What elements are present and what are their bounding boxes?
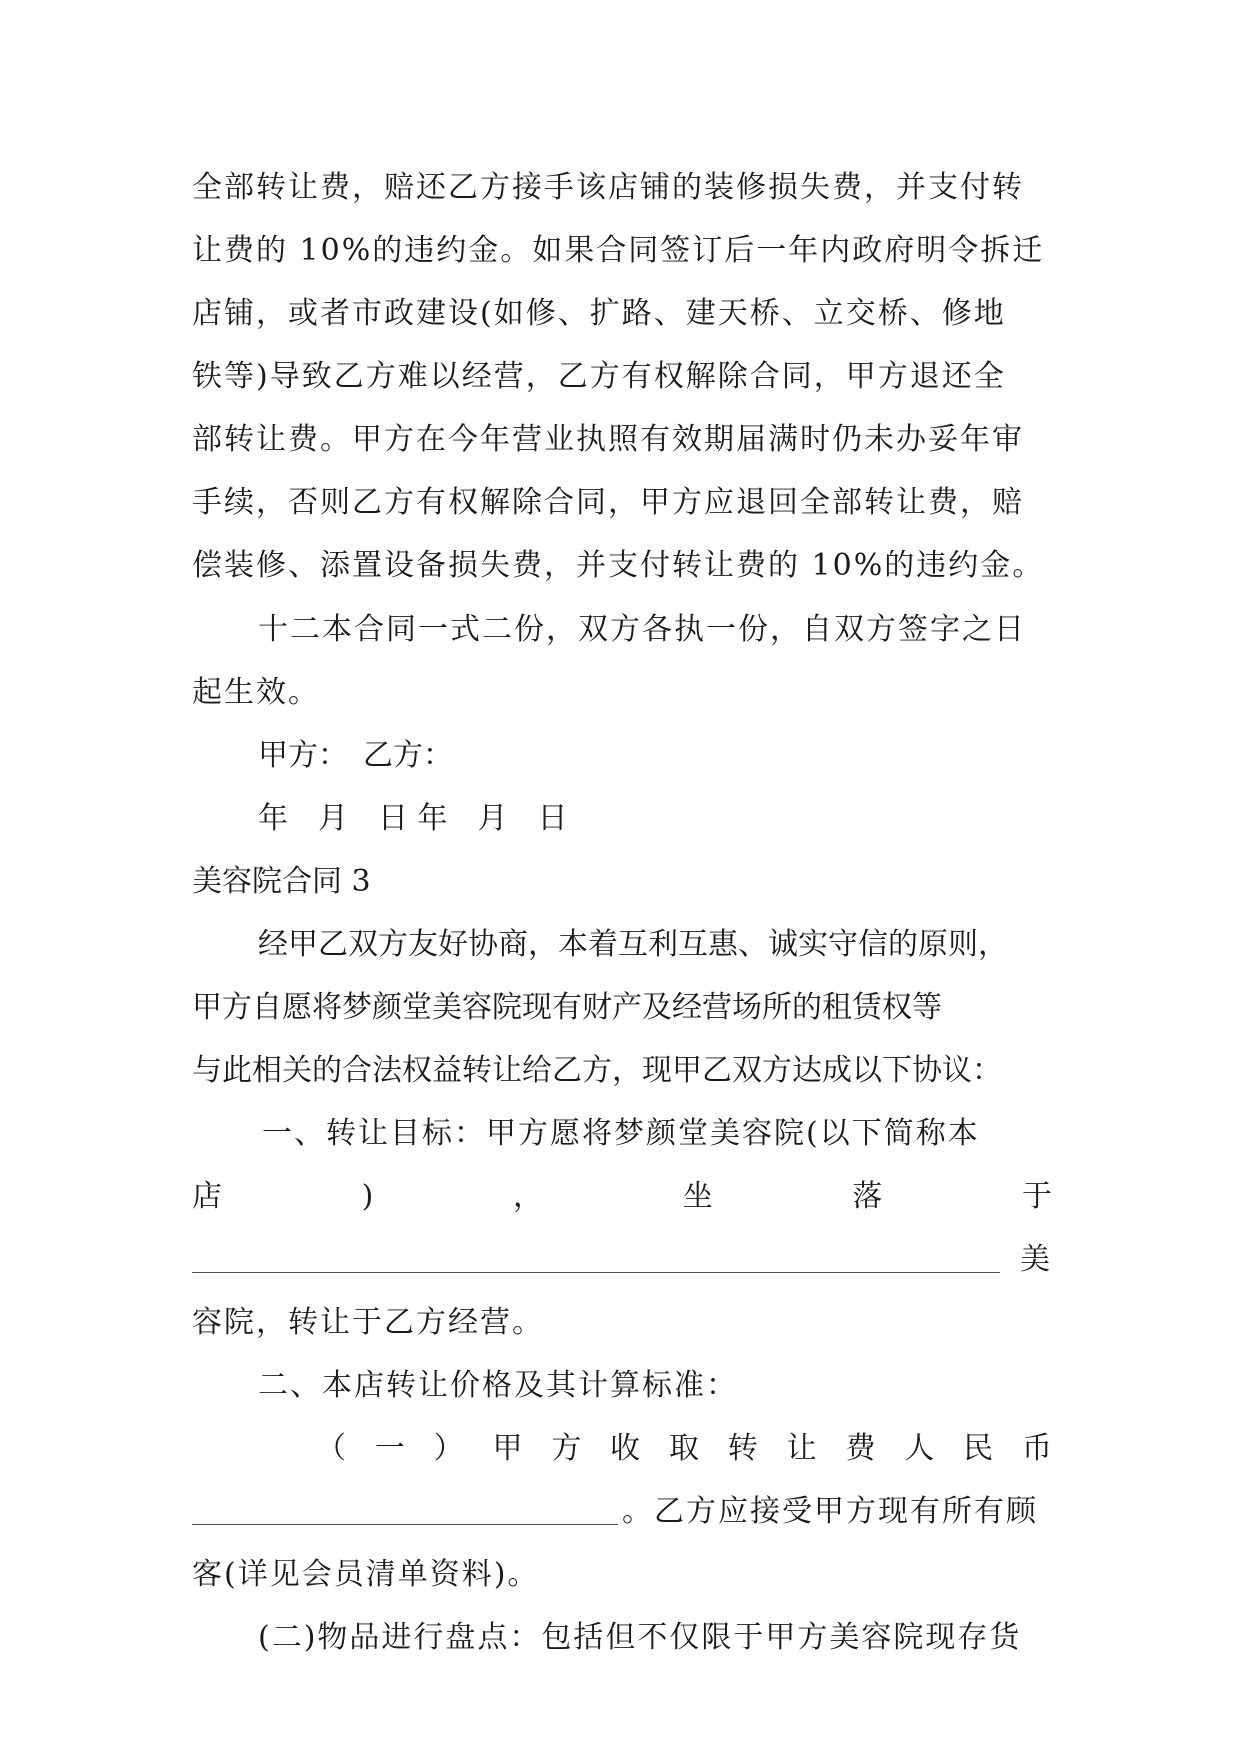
- justified-char: （: [316, 1431, 346, 1466]
- justified-char: 落: [852, 1179, 883, 1214]
- justified-char: 让: [786, 1431, 817, 1466]
- paragraph-line: 容院，转让于乙方经营。: [192, 1305, 544, 1340]
- clause-line: 一、转让目标：甲方愿将梦颜堂美容院(以下简称本: [262, 1116, 980, 1151]
- justified-char: 甲: [492, 1431, 523, 1466]
- paragraph-line: 部转让费。甲方在今年营业执照有效期届满时仍未办妥年审: [192, 422, 1024, 457]
- paragraph-line: 经甲乙双方友好协商，本着互利互惠、诚实守信的原则，: [258, 927, 1008, 962]
- justified-char: 取: [668, 1431, 699, 1466]
- paragraph-line: 美: [1020, 1242, 1052, 1277]
- justified-char: 于: [1022, 1179, 1052, 1214]
- justified-char: 人: [904, 1431, 935, 1466]
- signature-parties-line: 甲方： 乙方：: [258, 738, 453, 773]
- section-heading: 美容院合同 3: [192, 864, 371, 899]
- justified-char: 转: [727, 1431, 758, 1466]
- justified-char: 费: [845, 1431, 876, 1466]
- paragraph-line: 与此相关的合法权益转让给乙方，现甲乙双方达成以下协议：: [192, 1053, 1002, 1088]
- signature-date-line: 年 月 日 年 月 日: [258, 801, 568, 836]
- paragraph-line: 十二本合同一式二份，双方各执一份，自双方签字之日: [258, 612, 1026, 647]
- justified-char: 收: [610, 1431, 641, 1466]
- paragraph-line: 全部转让费，赔还乙方接手该店铺的装修损失费，并支付转: [192, 170, 1024, 205]
- justified-char: ）: [433, 1431, 464, 1466]
- justified-line: [192, 1177, 1052, 1217]
- justified-char: 坐: [682, 1179, 713, 1214]
- justified-char: 方: [551, 1431, 582, 1466]
- paragraph-line: 偿装修、添置设备损失费，并支付转让费的 10%的违约金。: [192, 548, 1045, 583]
- justified-char: ，: [513, 1179, 544, 1214]
- paragraph-line: 甲方自愿将梦颜堂美容院现有财产及经营场所的租赁权等: [192, 990, 942, 1025]
- paragraph-line: 让费的 10%的违约金。如果合同签订后一年内政府明令拆迁: [192, 233, 1045, 268]
- paragraph-line: 手续，否则乙方有权解除合同，甲方应退回全部转让费，赔: [192, 485, 1024, 520]
- justified-char: 民: [963, 1431, 994, 1466]
- justified-char: ): [361, 1179, 374, 1214]
- paragraph-line: 起生效。: [192, 675, 320, 710]
- fill-in-blank-address: [192, 1272, 1000, 1273]
- justified-char: 店: [192, 1179, 222, 1214]
- paragraph-line: 。乙方应接受甲方现有所有顾: [622, 1494, 1038, 1529]
- justified-line: [316, 1429, 1052, 1469]
- paragraph-line: 客(详见会员清单资料)。: [192, 1557, 540, 1592]
- fill-in-blank-amount: [192, 1524, 618, 1525]
- clause-line: 二、本店转让价格及其计算标准：: [258, 1368, 738, 1403]
- justified-char: 一: [374, 1431, 405, 1466]
- clause-line: (二)物品进行盘点：包括但不仅限于甲方美容院现存货: [258, 1620, 1022, 1655]
- paragraph-line: 店铺，或者市政建设(如修、扩路、建天桥、立交桥、修地: [192, 296, 1006, 331]
- paragraph-line: 铁等)导致乙方难以经营，乙方有权解除合同，甲方退还全: [192, 359, 1006, 394]
- justified-char: 币: [1021, 1431, 1052, 1466]
